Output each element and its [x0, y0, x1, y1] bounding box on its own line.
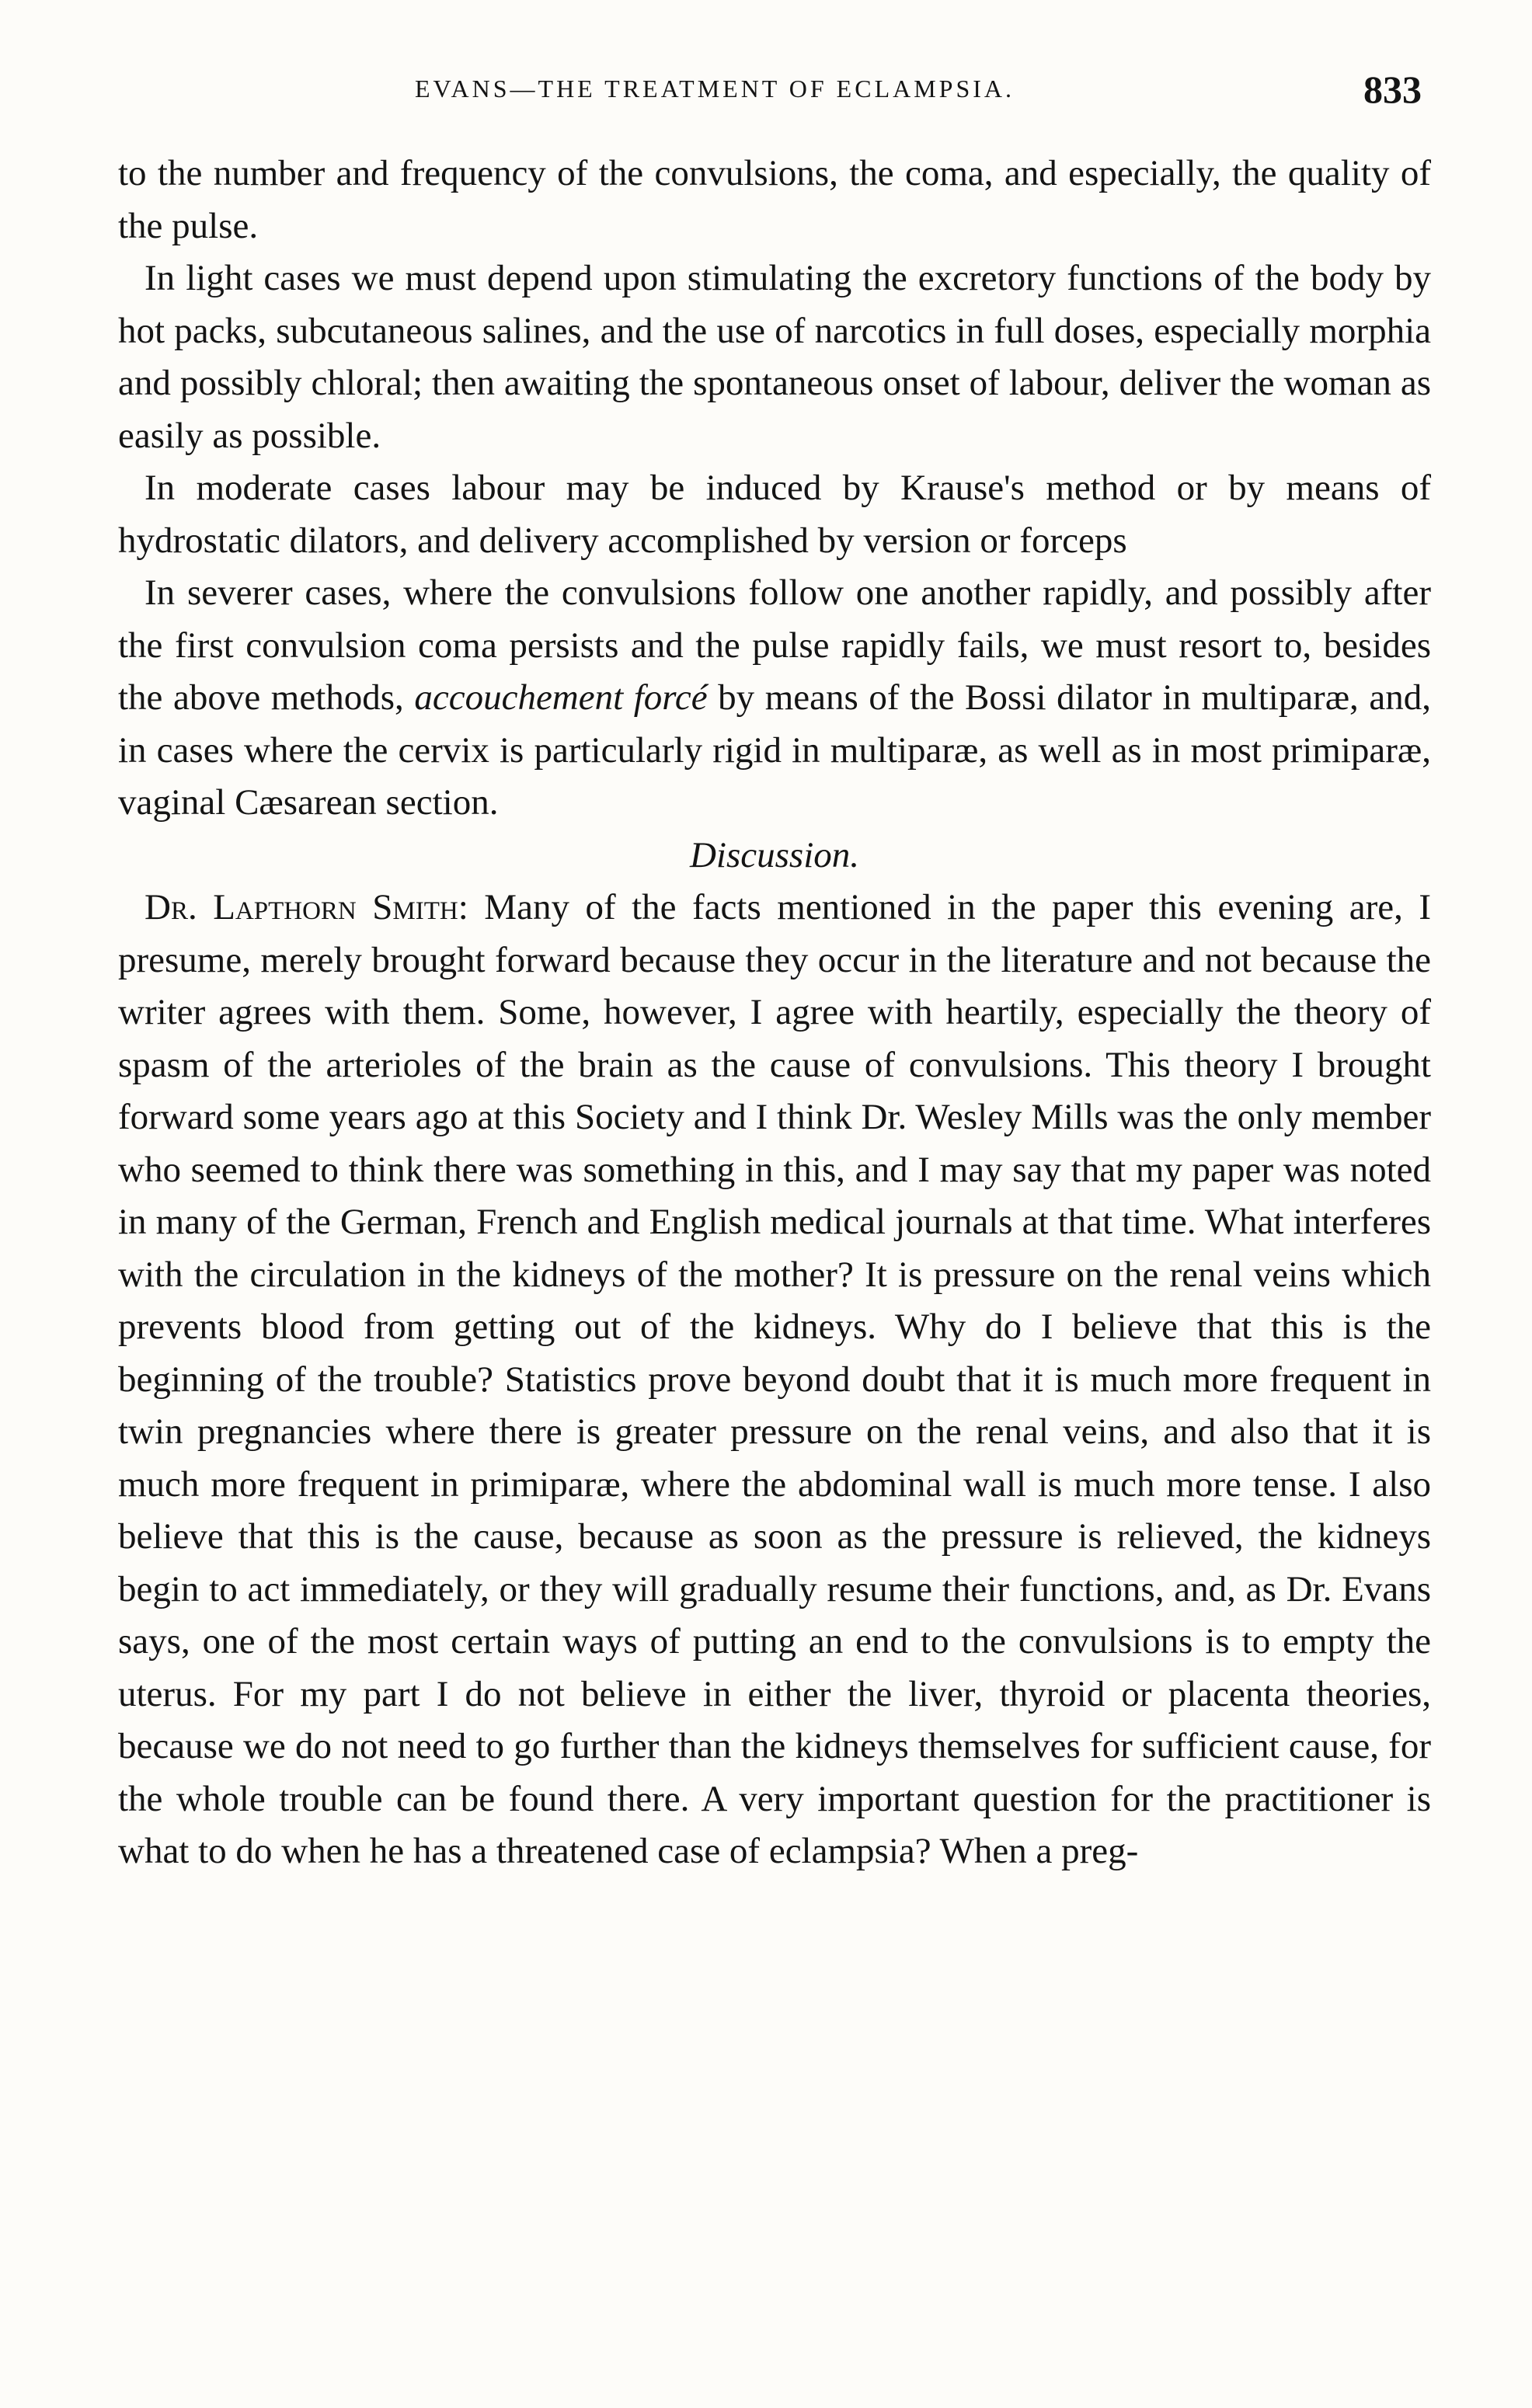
severer-cases-text-start: In severer cases, where the convulsions follow one another rapidly, and possibly after the first convulsion coma persists and the pulse rapidly fails, we must resort to, besides the above methods, — [118, 572, 1431, 718]
paragraph-moderate-cases: In moderate cases labour may be induced by Krause's method or by means of hydrostatic dilators, and delivery accomplished by version or forceps — [118, 468, 1431, 561]
paragraph-severer-cases — [118, 567, 1431, 830]
paragraph-continuation: to the number and frequency of the convulsions, the coma, and especially, the quality of the pulse. — [118, 153, 1431, 246]
discussion-text: Many of the facts mentioned in the paper this evening are, I presume, merely brought forward because they occur in the literature and not because the writer agrees with them. Some, however, I agree with heartily, especially the theory of spasm of the arterioles of the brain as the cause of convulsions. This theory I brought forward some years ago at this Society and I think Dr. Wesley Mills was the only member who seemed to think there was something in this, and I may say that my paper was noted in many of the German, French and English medical journals at that time. What interferes with the circulation in the kidneys of the mother? It is pressure on the renal veins which prevents blood from getting out of the kidneys. Why do I believe that this is the beginning of the trouble? Statistics prove beyond doubt that it is much more frequent in twin pregnancies where there is greater pressure on the renal veins, and also that it is much more frequent in primiparæ, where the abdominal wall is much more tense. I also believe that this is the cause, because as soon as the pressure is relieved, the kidneys begin to act immediately, or they will gradually resume their functions, and, as Dr. Evans says, one of the most certain ways of putting an end to the convulsions is to empty the uterus. For my part I do not believe in either the liver, thyroid or placenta theories, because we do not need to go further than the kidneys themselves for sufficient cause, for the whole trouble can be found there. A very important question for the practitioner is what to do when he has a threatened case of eclampsia? When a preg- — [118, 887, 1432, 1871]
running-title: EVANS—THE TREATMENT OF ECLAMPSIA. — [414, 75, 1015, 103]
paragraph-light-cases: In light cases we must depend upon stimulating the excretory functions of the body by hot packs, subcutaneous salines, and the use of narcotics in full doses, especially morphia and possibly chloral; then awaiting the spontaneous onset of labour, deliver the woman as easily as possible. — [118, 258, 1431, 456]
speaker-name: Dr. Lapthorn Smith: — [144, 887, 468, 927]
discussion-heading: Discussion. — [689, 834, 860, 875]
page-header — [117, 67, 1437, 121]
paragraph-discussion-smith — [118, 882, 1431, 1878]
article-body — [118, 148, 1431, 1878]
page-number: 833 — [1363, 68, 1422, 111]
severer-cases-text-end: by means of the Bossi dilator in multiparæ, and, in cases where the cervix is particularly rigid in multiparæ, as well as in most primiparæ, vaginal Cæsarean section. — [118, 677, 1431, 823]
emphasis-accouchement-force: accouchement forcé — [414, 677, 708, 718]
